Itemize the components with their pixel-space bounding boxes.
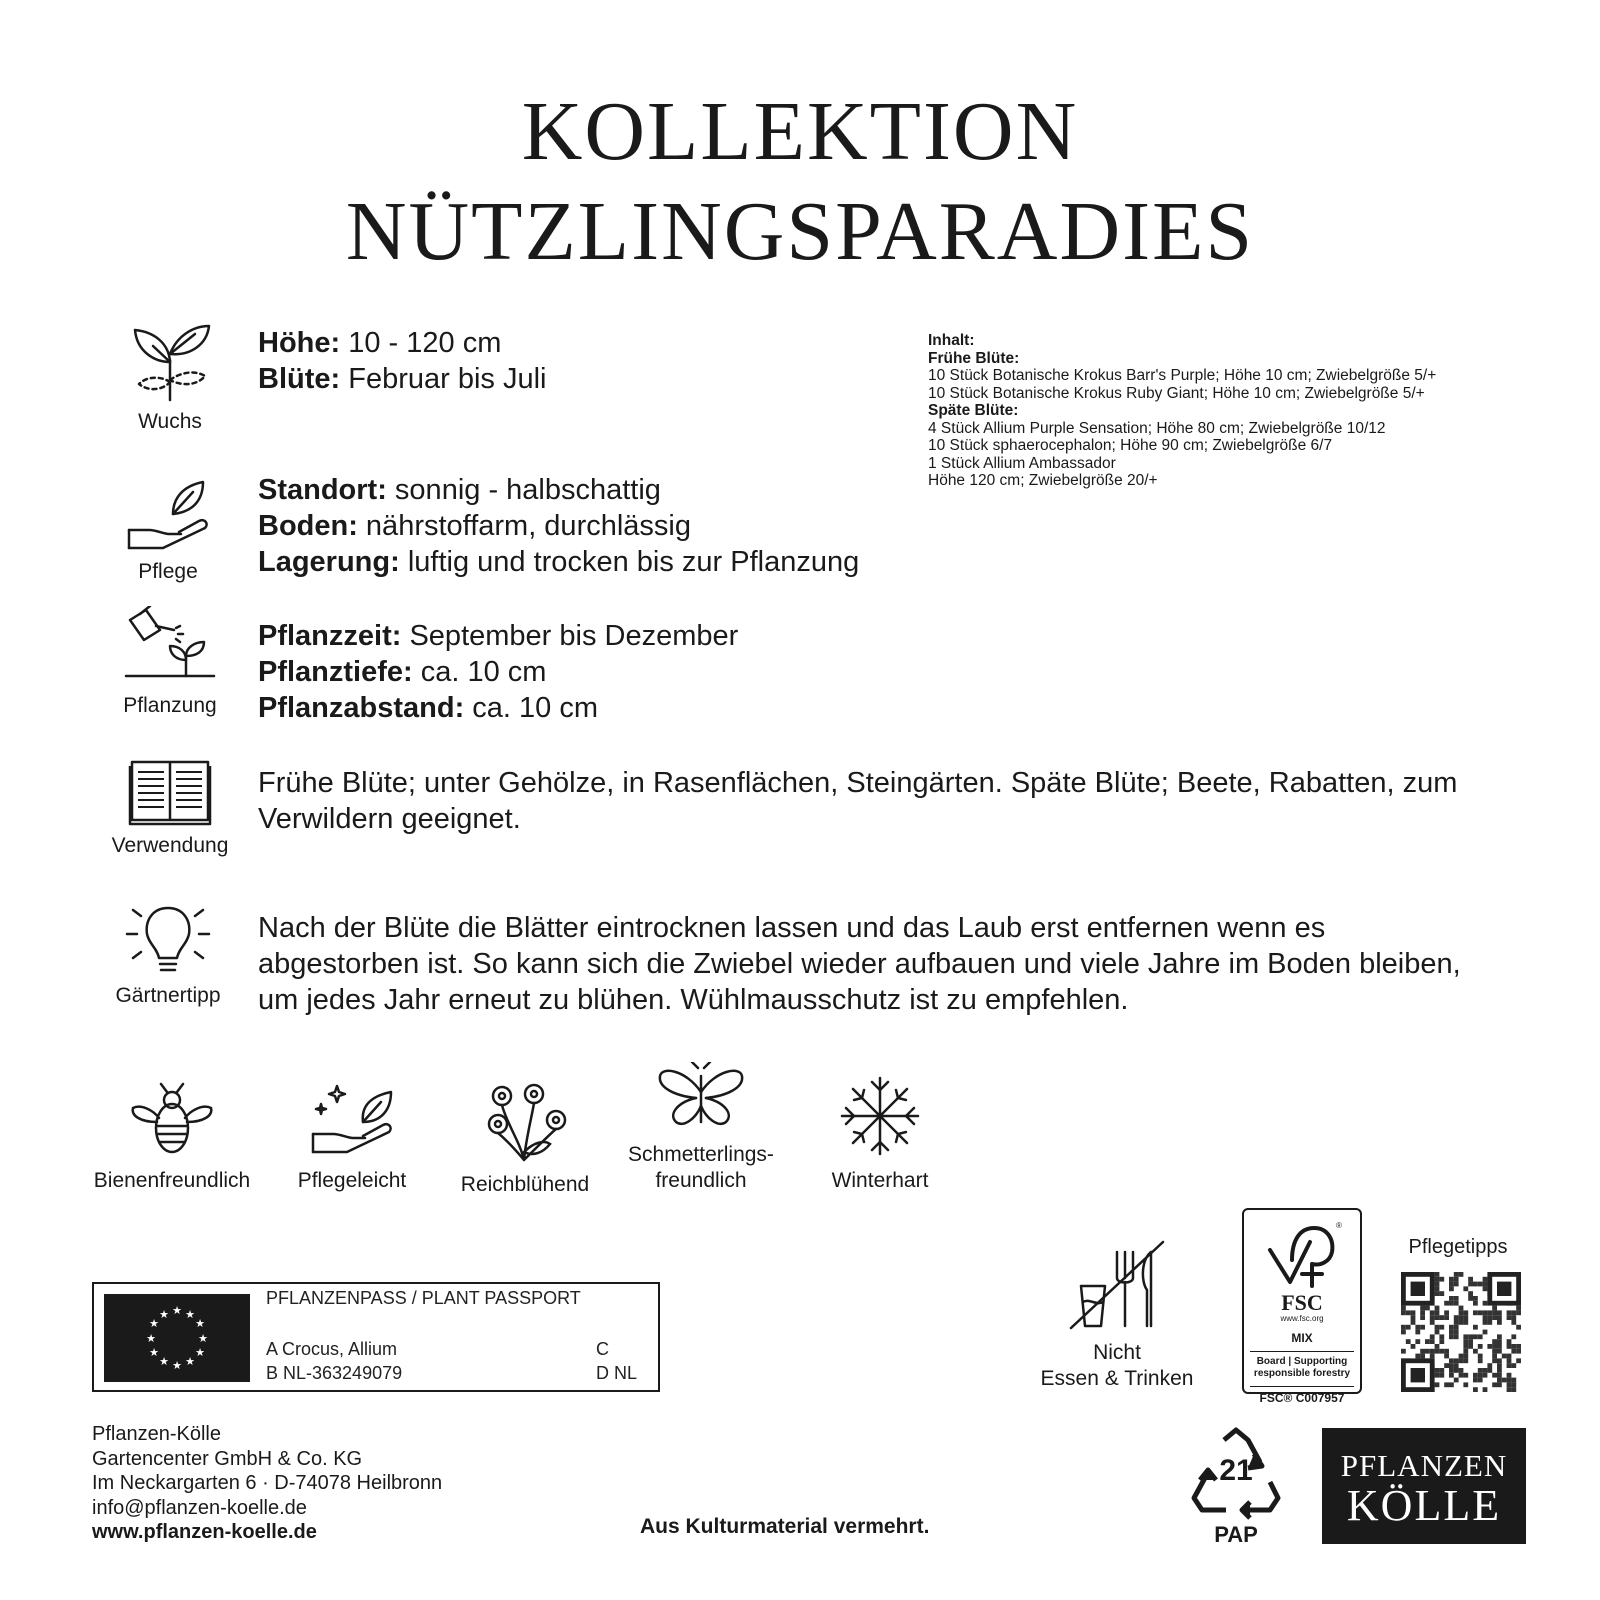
info-line: Pflanzzeit: September bis Dezember [258,620,739,652]
svg-text:★: ★ [159,1356,169,1368]
light-bulb-icon [123,900,213,976]
badge-pflegeleicht [282,1082,422,1194]
inhalt-block [928,332,1528,490]
fsc-mix: MIX [1291,1331,1313,1345]
address-line: Gartencenter GmbH & Co. KG [92,1447,363,1470]
svg-text:★: ★ [149,1318,159,1330]
inhalt-item: 1 Stück Allium Ambassador [928,454,1116,472]
inhalt-item: 4 Stück Allium Purple Sensation; Höhe 80 cm; Zwiebelgröße 10/12 [928,419,1386,437]
warning-not-food [1022,1240,1212,1392]
title-line-1: KOLLEKTION [521,85,1079,178]
info-line: Pflanzabstand: ca. 10 cm [258,692,599,724]
svg-text:★: ★ [146,1333,156,1345]
badge-reichbluehend [450,1082,600,1198]
recycle-code: PAP [1214,1522,1258,1547]
inhalt-item: 10 Stück sphaerocephalon; Höhe 90 cm; Zwiebelgröße 6/7 [928,437,1333,454]
qr-code-icon [1400,1272,1522,1392]
flowers-icon [480,1082,570,1162]
passport-b-line: B NL-363249079 [266,1363,403,1383]
inhalt-early-heading: Frühe Blüte: [928,349,1020,367]
hand-sparkle-icon [307,1082,397,1158]
title-line-2: NÜTZLINGSPARADIES [345,185,1255,278]
section-pflanzung-icon-box [100,606,240,718]
section-label: Pflanzung [123,694,217,717]
logo-line-2: KÖLLE [1346,1481,1502,1530]
open-book-icon [128,758,212,826]
recycle-symbol [1186,1426,1286,1546]
sprout-icon [125,322,215,402]
section-gaertnertipp-text: Nach der Blüte die Blätter eintrocknen lassen und das Laub erst entfernen wenn es abgestorben ist. So kann sich die Zwiebel wieder aufbauen und viele Jahre im Boden bleiben, um jedes Jahr erneut zu blühen. Wühlmausschutz ist zu empfehlen. [258,912,1461,1016]
address-line: Im Neckargarten 6 · D-74078 Heilbronn [92,1472,443,1494]
svg-text:★: ★ [198,1333,208,1345]
address-website-link[interactable]: www.pflanzen-koelle.de [92,1521,317,1543]
svg-text:®: ® [1336,1221,1342,1230]
footer-note: Aus Kulturmaterial vermehrt. [640,1515,930,1538]
warning-line1: Nicht [1093,1341,1141,1364]
section-label: Verwendung [111,834,229,857]
badge-winterhart [820,1074,940,1194]
badge-label: Winterhart [831,1169,929,1192]
svg-text:★: ★ [195,1347,205,1359]
section-verwendung-icon-box [100,758,240,858]
hand-leaf-icon [123,478,213,552]
inhalt-heading: Inhalt: [928,332,975,349]
info-line: Lagerung: luftig und trocken bis zur Pflanzung [258,546,860,578]
section-label: Wuchs [138,410,202,433]
svg-text:★: ★ [195,1318,205,1330]
qr-code[interactable] [1400,1272,1522,1392]
fsc-name: FSC [1281,1290,1323,1315]
watering-can-icon [120,606,220,686]
badge-label: Reichblühend [460,1173,590,1196]
info-line: Blüte: Februar bis Juli [258,363,547,395]
no-food-drink-icon [1067,1240,1167,1330]
passport-header: PFLANZENPASS / PLANT PASSPORT [266,1288,581,1308]
fsc-code: FSC® C007957 [1250,1386,1354,1405]
snowflake-icon [838,1074,922,1158]
section-gaertnertipp-icon-box [98,900,238,1008]
inhalt-item: Höhe 120 cm; Zwiebelgröße 20/+ [928,472,1158,489]
section-verwendung-text: Frühe Blüte; unter Gehölze, in Rasenflächen, Steingärten. Späte Blüte; Beete, Rabatten, zum Verwildern geeignet. [258,767,1458,835]
badge-label: Pflegeleicht [297,1169,407,1192]
svg-text:★: ★ [159,1309,169,1321]
badge-bienenfreundlich [86,1082,258,1194]
section-pflege-icon-box [98,478,238,584]
svg-text:★: ★ [185,1309,195,1321]
passport-c-line: C [596,1339,609,1359]
svg-text:★: ★ [172,1360,182,1372]
inhalt-item: 10 Stück Botanische Krokus Ruby Giant; Höhe 10 cm; Zwiebelgröße 5/+ [928,384,1425,402]
inhalt-late-heading: Späte Blüte: [928,402,1019,419]
butterfly-icon [656,1062,746,1132]
badge-label-line1: Schmetterlings- [628,1143,774,1166]
svg-text:★: ★ [172,1305,182,1317]
section-wuchs-info [258,325,546,397]
company-address [92,1422,442,1545]
badge-label: Bienenfreundlich [93,1169,251,1192]
badge-label-line2: freundlich [655,1169,747,1192]
recycle-number: 21 [1219,1454,1253,1487]
fsc-desc-2: responsible forestry [1253,1368,1351,1379]
fsc-tree-icon [1262,1220,1342,1292]
fsc-label [1242,1208,1362,1405]
qr-label: Pflegetipps [1408,1236,1508,1258]
logo-line-1: PFLANZEN [1340,1448,1508,1483]
warning-line2: Essen & Trinken [1040,1367,1194,1390]
passport-a-line: A Crocus, Allium [266,1339,398,1359]
info-line: Standort: sonnig - halbschattig [258,474,661,506]
section-label: Gärtnertipp [115,984,221,1007]
eu-flag-icon [104,1294,250,1382]
section-wuchs-icon-box [100,322,240,434]
svg-text:★: ★ [149,1347,159,1359]
info-line: Boden: nährstoffarm, durchlässig [258,510,691,542]
svg-text:★: ★ [185,1356,195,1368]
info-line: Pflanztiefe: ca. 10 cm [258,656,547,688]
address-line: Pflanzen-Kölle [92,1423,221,1445]
section-pflege-info [258,472,859,580]
section-pflanzung-info [258,618,738,726]
section-label: Pflege [138,560,198,583]
brand-logo [1322,1428,1526,1544]
fsc-desc-1: Board | Supporting [1256,1356,1348,1367]
address-email-link[interactable]: info@pflanzen-koelle.de [92,1496,307,1519]
fsc-url: www.fsc.org [1280,1314,1324,1323]
info-line: Höhe: 10 - 120 cm [258,327,502,359]
inhalt-item: 10 Stück Botanische Krokus Barr's Purple; Höhe 10 cm; Zwiebelgröße 5/+ [928,367,1437,384]
badge-schmetterlingsfreundlich [616,1062,786,1194]
plant-passport [92,1282,660,1392]
passport-d-line: D NL [596,1363,638,1383]
bee-icon [127,1082,217,1158]
